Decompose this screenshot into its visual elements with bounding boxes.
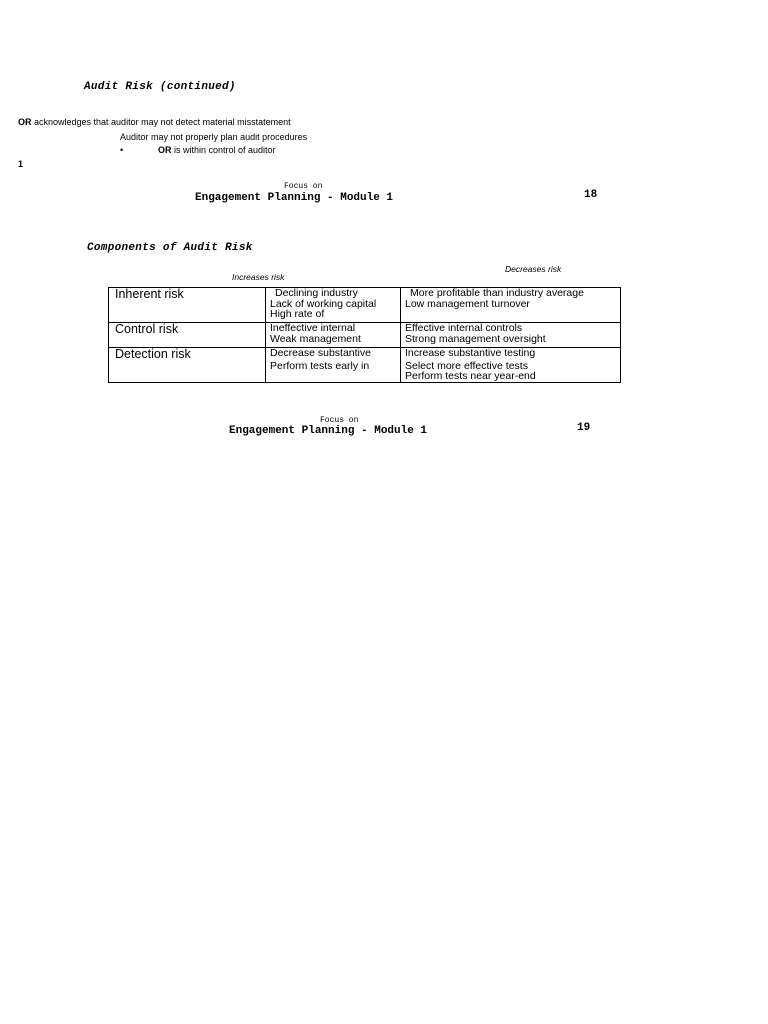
cell-line: Perform tests near year-end — [405, 370, 536, 382]
row-label: Inherent risk — [109, 288, 266, 323]
cell-line: Ineffective internal — [270, 322, 356, 334]
audit-risk-table — [108, 287, 621, 383]
slide19-title: Components of Audit Risk — [87, 242, 253, 254]
row-label: Detection risk — [109, 348, 266, 383]
or-control-line — [158, 145, 276, 155]
cell-line: Perform tests early in — [270, 359, 370, 372]
increases-cell — [266, 323, 401, 348]
cell-line: Effective internal controls — [405, 322, 523, 334]
or-label: OR — [18, 117, 32, 127]
decreases-risk-label: Decreases risk — [505, 264, 562, 274]
or-control-text: is within control of auditor — [171, 145, 276, 155]
decreases-cell — [401, 348, 621, 383]
decreases-cell — [401, 323, 621, 348]
cell-line: More profitable than industry average — [410, 287, 584, 299]
decreases-cell — [401, 288, 621, 323]
row-label: Control risk — [109, 323, 266, 348]
table-row — [109, 323, 621, 348]
footer-title: Engagement Planning - Module 1 — [195, 192, 394, 204]
or-acknowledges-text: acknowledges that auditor may not detect material misstatement — [31, 117, 291, 127]
increases-cell — [266, 288, 401, 323]
increases-cell — [266, 348, 401, 383]
plan-audit-line: Auditor may not properly plan audit procedures — [120, 132, 308, 142]
side-number: 1 — [18, 159, 24, 169]
cell-line: Strong management oversight — [405, 332, 546, 345]
table-row — [109, 348, 621, 383]
slide18-title: Audit Risk (continued) — [84, 81, 236, 93]
page-number: 19 — [577, 422, 591, 434]
focus-label: Focus on — [320, 416, 359, 425]
footer-title: Engagement Planning - Module 1 — [229, 425, 428, 437]
cell-line: Weak management — [270, 332, 361, 345]
or-label: OR — [158, 145, 172, 155]
cell-line: Decrease substantive — [270, 347, 371, 359]
cell-line: Increase substantive testing — [405, 347, 536, 359]
cell-line: High rate of — [270, 308, 325, 320]
focus-label: Focus on — [284, 182, 323, 191]
increases-risk-label: Increases risk — [232, 272, 285, 282]
table-row — [109, 288, 621, 323]
cell-line: Select more effective tests — [405, 359, 528, 372]
bullet-icon: • — [120, 145, 124, 155]
or-acknowledges-line — [18, 117, 291, 127]
cell-line: Low management turnover — [405, 297, 530, 310]
page-number: 18 — [584, 189, 598, 201]
cell-line: Declining industry — [275, 287, 358, 299]
cell-line: Lack of working capital — [270, 297, 377, 310]
